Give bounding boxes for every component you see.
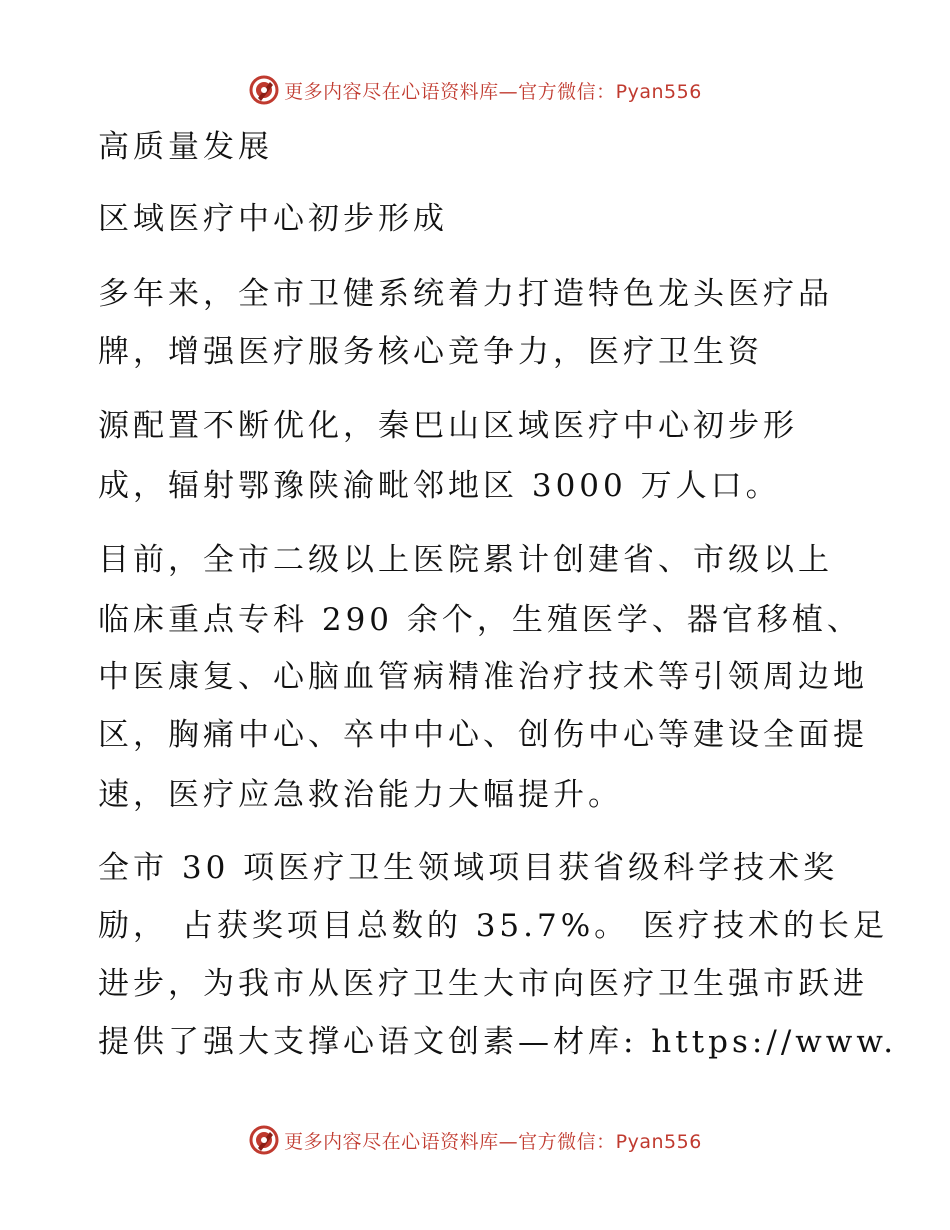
text-line: 高质量发展 xyxy=(98,129,273,165)
text-line: 中医康复、心脑血管病精准治疗技术等引领周边地 xyxy=(98,659,868,695)
header-banner xyxy=(0,70,950,110)
text-line: 全市 30 项医疗卫生领域项目获省级科学技术奖 xyxy=(98,850,839,886)
text-line: 临床重点专科 290 余个，生殖医学、器官移植、 xyxy=(98,602,862,638)
text-line: 成，辐射鄂豫陕渝毗邻地区 3000 万人口。 xyxy=(98,468,781,504)
pen-logo-icon xyxy=(248,1124,280,1156)
text-line: 牌，增强医疗服务核心竞争力，医疗卫生资 xyxy=(98,334,763,370)
text-line: 励， 占获奖项目总数的 35.7%。 医疗技术的长足 xyxy=(98,908,889,944)
text-line: 源配置不断优化，秦巴山区域医疗中心初步形 xyxy=(98,408,798,444)
text-line: 提供了强大支撑心语文创素—材库: https://www. xyxy=(98,1024,898,1060)
text-line: 目前，全市二级以上医院累计创建省、市级以上 xyxy=(98,542,833,578)
pen-logo-icon xyxy=(248,74,280,106)
text-line: 进步，为我市从医疗卫生大市向医疗卫生强市跃进 xyxy=(98,966,868,1002)
header-banner-text: 更多内容尽在心语资料库—官方微信：Pyan556 xyxy=(284,80,702,103)
text-line: 区域医疗中心初步形成 xyxy=(98,201,448,237)
text-line: 多年来，全市卫健系统着力打造特色龙头医疗品 xyxy=(98,276,833,312)
footer-banner-text: 更多内容尽在心语资料库—官方微信：Pyan556 xyxy=(284,1130,702,1153)
text-line: 速，医疗应急救治能力大幅提升。 xyxy=(98,777,623,813)
text-line: 区，胸痛中心、卒中中心、创伤中心等建设全面提 xyxy=(98,717,868,753)
footer-banner xyxy=(0,1120,950,1160)
